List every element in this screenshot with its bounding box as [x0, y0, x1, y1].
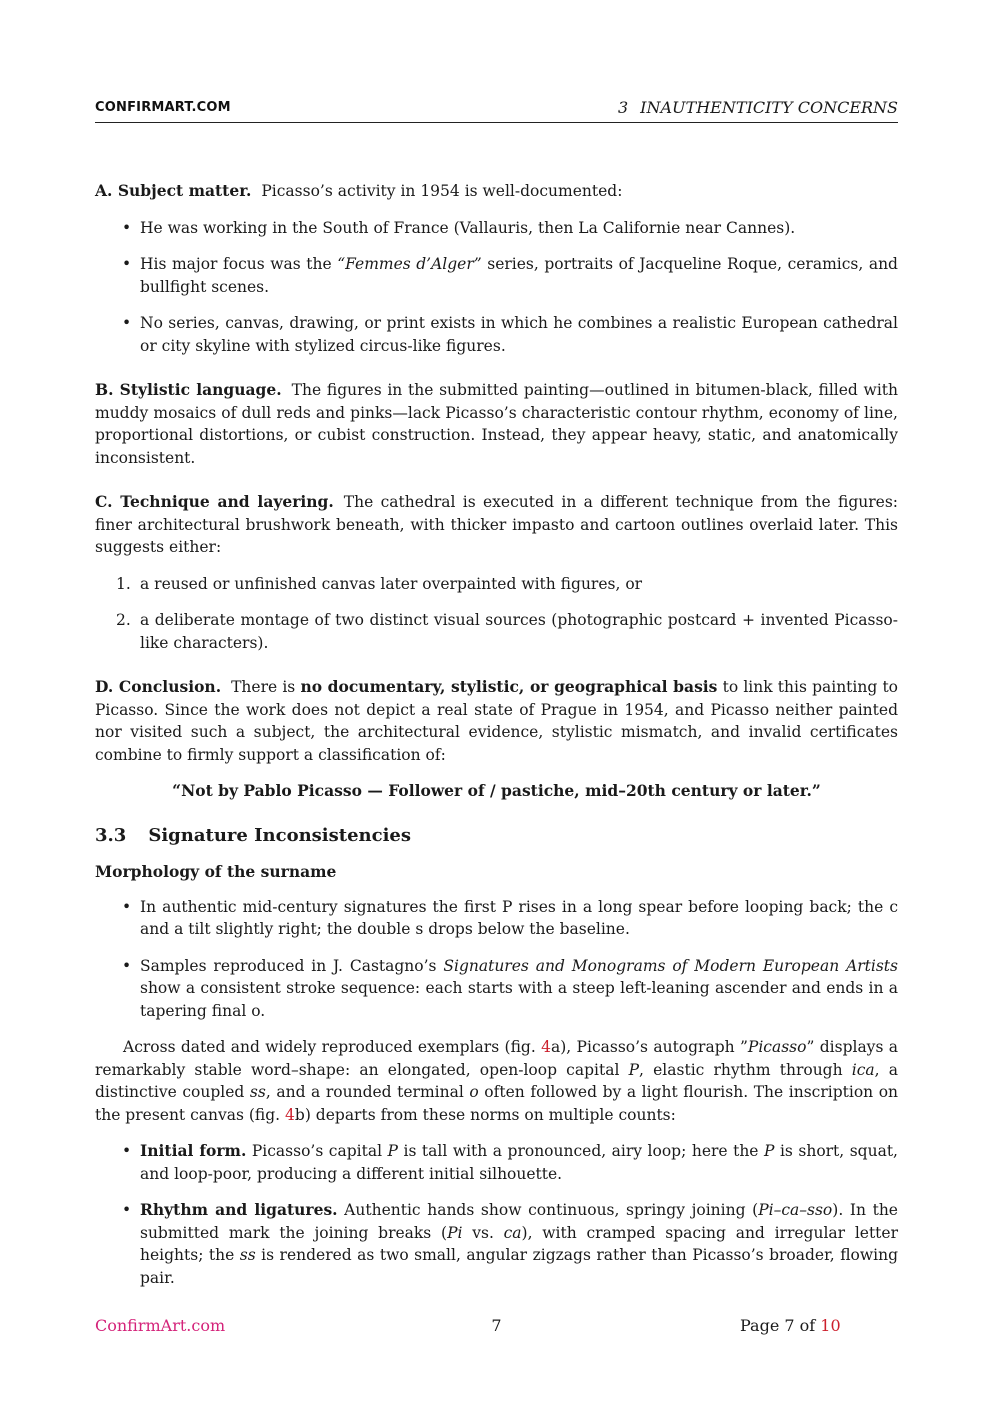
section-c-list — [95, 573, 898, 655]
list-item: • Initial form. Picasso’s capital P is tall with a pronounced, airy loop; here the P is short, squat, and loop-poor, producing a different initial silhouette. — [140, 1140, 898, 1185]
running-head — [618, 98, 898, 117]
section-b-text: The figures in the submitted painting—outlined in bitumen-black, filled with muddy mosaics of dull reds and pinks—lack Picasso’s characteristic contour rhythm, economy of line, proportional distortions, or cubist construction. Instead, they appear heavy, static, and anatomically inconsistent. — [95, 381, 898, 467]
running-head-section-number: 3 — [617, 98, 629, 117]
signature-paragraph: Across dated and widely reproduced exemplars (fig. 4a), Picasso’s autograph ”Picasso” displays a remarkably stable word–shape: an elongated, open-loop capital P, elastic rhythm through ica, a distinctive coupled ss, and a rounded terminal o often followed by a light flourish. The inscription on the present canvas (fig. 4b) departs from these norms on multiple counts: — [95, 1038, 899, 1124]
list-item — [116, 573, 898, 596]
list-item-number: 1. — [116, 574, 131, 593]
section-d-text: to link this painting to Picasso. Since the work does not depict a real state of Prague in 1954, and Picasso neither painted nor visited such a subject, the architectural evidence, stylistic mismatch, and invalid certificates combine to firmly support a classification of: — [95, 678, 899, 764]
list-item-text: a deliberate montage of two distinct visual sources (photographic postcard + invented Picasso-like characters). — [140, 611, 898, 652]
book-title: Signatures and Monograms of Modern European Artists — [443, 956, 898, 975]
section-b-lead: B. Stylistic language. — [95, 380, 282, 399]
section-d-paragraph — [95, 676, 898, 766]
running-head-section-title: INAUTHENTICITY CONCERNS — [640, 98, 898, 117]
page-body — [95, 180, 898, 1303]
section-c-text: The cathedral is executed in a different technique from the figures: finer architectural brushwork beneath, with thicker impasto and cartoon outlines overlaid later. This suggests either: — [95, 493, 898, 556]
list-item: • He was working in the South of France (Vallauris, then La Californie near Cannes). — [140, 217, 898, 240]
list-item: • In authentic mid-century signatures the first P rises in a long spear before looping back; the c and a tilt slightly right; the double s drops below the baseline. — [140, 896, 898, 941]
section-d-text: There is — [231, 678, 301, 696]
footer-page-total[interactable]: 10 — [820, 1316, 841, 1335]
figure-reference[interactable]: 4 — [541, 1038, 551, 1056]
section-a-text: Picasso’s activity in 1954 is well-documented: — [261, 182, 623, 200]
list-item-lead: Rhythm and ligatures. — [140, 1200, 338, 1219]
footer-page-number: 7 — [491, 1316, 502, 1335]
section-title: Signature Inconsistencies — [148, 824, 412, 846]
list-item — [116, 609, 898, 654]
section-a-paragraph — [95, 180, 898, 203]
list-item-lead: Initial form. — [140, 1141, 247, 1160]
section-heading — [95, 825, 898, 848]
list-item-text: His major focus was the — [140, 255, 338, 273]
site-logo: CONFIRMART.COM — [95, 100, 231, 115]
footer-site-link[interactable]: ConfirmArt.com — [95, 1316, 226, 1335]
counts-list — [95, 1140, 898, 1289]
subheading: Morphology of the surname — [95, 862, 337, 881]
list-item-text: series, portraits of Jacqueline Roque, ceramics, and bullfight scenes. — [140, 255, 898, 296]
section-d-bold: no documentary, stylistic, or geographical basis — [300, 677, 718, 696]
list-item: • No series, canvas, drawing, or print exists in which he combines a realistic European cathedral or city skyline with stylized circus-like figures. — [140, 312, 898, 357]
morphology-list — [95, 896, 898, 1023]
list-item-text: Samples reproduced in J. Castagno’s — [140, 956, 444, 975]
page-header — [95, 98, 898, 123]
section-c-lead: C. Technique and layering. — [95, 492, 334, 511]
section-b-paragraph — [95, 379, 898, 469]
list-item: • Rhythm and ligatures. Authentic hands show continuous, springy joining (Pi–ca–sso). In the submitted mark the joining breaks (Pi vs. ca), with cramped spacing and irregular letter heights; the ss is rendered as two small, angular zigzags rather than Picasso’s broader, flowing pair. — [140, 1199, 898, 1289]
footer-page-prefix: Page 7 of — [740, 1316, 821, 1335]
section-d-lead: D. Conclusion. — [95, 677, 222, 696]
figure-reference[interactable]: 4 — [285, 1105, 295, 1124]
list-item-text: a reused or unfinished canvas later overpainted with figures, or — [140, 574, 643, 593]
page-footer — [95, 1316, 898, 1340]
section-number: 3.3 — [95, 824, 127, 846]
section-a-list — [95, 217, 898, 358]
list-item — [140, 253, 898, 298]
list-item-text: show a consistent stroke sequence: each starts with a steep left-leaning ascender and ends in a tapering final o. — [140, 979, 898, 1020]
list-item-italic: “Femmes d’Alger” — [337, 255, 482, 273]
list-item-number: 2. — [116, 611, 131, 629]
conclusion-quote: “Not by Pablo Picasso — Follower of / pastiche, mid–20th century or later.” — [172, 781, 821, 800]
section-a-lead: A. Subject matter. — [95, 181, 252, 200]
list-item — [140, 955, 898, 1023]
section-c-paragraph — [95, 491, 898, 559]
footer-page-count — [740, 1316, 841, 1335]
